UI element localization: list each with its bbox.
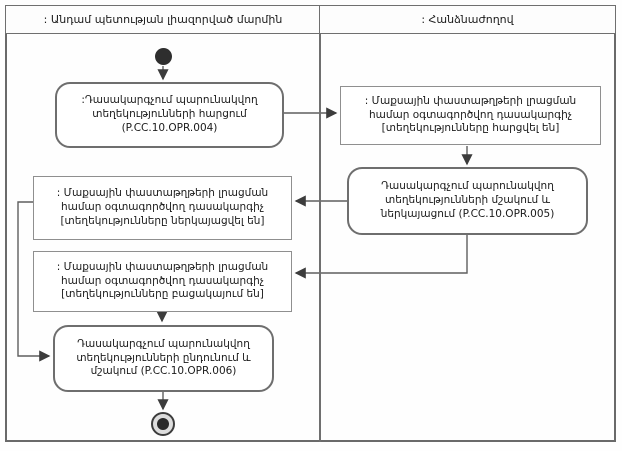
object-node-classifier-absent <box>33 251 292 312</box>
activity-node-opr006 <box>53 325 274 392</box>
final-node-dot <box>157 418 169 430</box>
swimlane-divider <box>319 5 321 442</box>
lane-title: : Հանձնաժողով <box>421 13 514 26</box>
node-label: Դասակարգչում պարունակվող տեղեկությունների ընդունում և մշակում (P.CC.10.OPR.006) <box>76 337 251 378</box>
start-node <box>155 48 172 65</box>
lane-header-authorized-body <box>5 5 321 34</box>
activity-node-opr005 <box>347 167 588 235</box>
final-node <box>151 412 175 436</box>
activity-node-opr004 <box>55 82 284 148</box>
object-node-classifier-presented <box>33 176 292 240</box>
node-label: : Մաքսային փաստաթղթերի լրացման համար օգտագործվող դասակարգիչ [տեղեկությունները բացակայում են] <box>56 260 269 301</box>
object-node-classifier-requested <box>340 86 601 145</box>
node-label: : Մաքսային փաստաթղթերի լրացման համար օգտագործվող դասակարգիչ [տեղեկությունները հարցվել են] <box>364 94 577 135</box>
lane-title: : Անդամ պետության լիազորված մարմին <box>43 13 283 26</box>
node-label: : Մաքսային փաստաթղթերի լրացման համար օգտագործվող դասակարգիչ [տեղեկությունները ներկայացվել են] <box>56 187 269 227</box>
lane-header-commission <box>319 5 616 34</box>
node-label: :Դասակարգչում պարունակվող տեղեկությունների հարցում (P.CC.10.OPR.004) <box>81 94 258 134</box>
node-label: Դասակարգչում պարունակվող տեղեկությունների մշակում և ներկայացում (P.CC.10.OPR.005) <box>380 180 555 220</box>
